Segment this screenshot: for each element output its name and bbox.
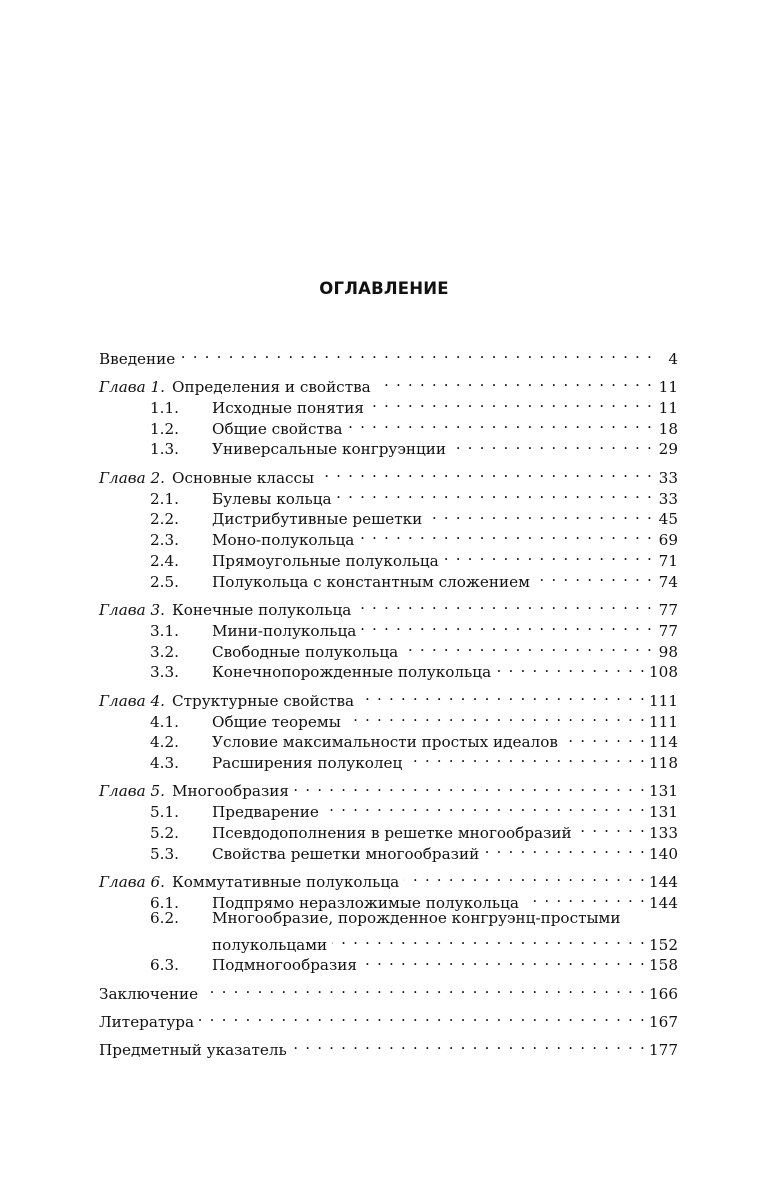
section-number: 2.4. (150, 551, 179, 570)
section-number: 6.2. (150, 908, 179, 927)
toc-page-number: 98 (658, 642, 678, 661)
toc-page-number: 111 (649, 712, 678, 731)
toc-page-number: 118 (649, 754, 678, 773)
toc-page-number: 166 (649, 984, 678, 1003)
dot-leader (324, 796, 646, 817)
dot-leader (292, 1034, 646, 1055)
section-title: Булевы кольца (212, 489, 332, 508)
toc-page-number: 158 (649, 956, 678, 975)
chapter-label: Глава 5. (99, 782, 165, 801)
section-title: Общие свойства (212, 419, 343, 438)
dot-leader (427, 504, 653, 525)
dot-leader (376, 371, 653, 392)
toc-page-number: 140 (649, 844, 678, 863)
section-number: 1.2. (150, 419, 179, 438)
section-number: 3.1. (150, 621, 179, 640)
section-title: Расширения полуколец (212, 754, 403, 773)
section-number: 3.3. (150, 663, 179, 682)
section-number: 2.5. (150, 572, 179, 591)
toc-page-number: 71 (658, 551, 678, 570)
toc-section-6-2-continued[interactable] (99, 929, 678, 954)
section-title: Свойства решетки многообразий (212, 844, 480, 863)
toc-entry-title: Литература (99, 1012, 195, 1031)
toc-page-number: 33 (658, 468, 678, 487)
toc-page-number: 114 (649, 733, 678, 752)
toc-entry-subject-index[interactable] (99, 1034, 678, 1060)
section-title: Подпрямо неразложимые полукольца (212, 893, 519, 912)
chapter-label: Глава 3. (99, 601, 165, 620)
page-title: ОГЛАВЛЕНИЕ (319, 279, 449, 298)
chapter-label: Глава 1. (99, 378, 165, 397)
chapter-label: Глава 6. (99, 873, 165, 892)
dot-leader (362, 950, 646, 971)
toc-page-number: 131 (649, 782, 678, 801)
toc-page-number: 74 (658, 572, 678, 591)
dot-leader (404, 866, 646, 887)
section-number: 2.1. (150, 489, 179, 508)
toc-entry-literature[interactable] (99, 1006, 678, 1031)
section-title: Свободные полукольца (212, 642, 399, 661)
toc-entry-title: Заключение (99, 984, 199, 1003)
section-number: 6.1. (150, 893, 179, 912)
dot-leader (535, 566, 653, 587)
toc-entry-title: Введение (99, 349, 176, 368)
toc-page-number: 11 (658, 398, 678, 417)
section-number: 5.1. (150, 803, 179, 822)
section-title: Многообразие, порожденное конгруэнц-простыми (212, 908, 621, 927)
toc-chapter-4[interactable] (99, 685, 678, 710)
dot-leader (337, 483, 653, 504)
dot-leader (407, 747, 646, 768)
toc-chapter-1[interactable] (99, 371, 678, 397)
dot-leader (524, 887, 646, 908)
toc-page-number: 133 (649, 824, 678, 843)
toc-page-number: 108 (649, 663, 678, 682)
dot-leader (369, 392, 653, 413)
section-title: Универсальные конгруэнции (212, 440, 446, 459)
dot-leader (496, 657, 646, 678)
dot-leader (451, 434, 653, 455)
toc-chapter-2[interactable] (99, 462, 678, 487)
section-number: 4.3. (150, 754, 179, 773)
section-number: 1.3. (150, 440, 179, 459)
chapter-label: Глава 4. (99, 691, 165, 710)
dot-leader (348, 413, 654, 434)
toc-page-number: 77 (658, 621, 678, 640)
chapter-title: Определения и свойства (172, 378, 371, 397)
section-title: Моно-полукольца (212, 531, 355, 550)
dot-leader (359, 524, 653, 545)
dot-leader (484, 838, 646, 859)
dot-leader (199, 1006, 646, 1027)
section-title: Общие теоремы (212, 712, 341, 731)
toc-page-number: 29 (658, 440, 678, 459)
toc-page-number: 4 (668, 349, 678, 368)
section-title: Дистрибутивные решетки (212, 510, 423, 529)
toc-page-number: 77 (658, 601, 678, 620)
toc-entry-intro[interactable] (99, 343, 678, 368)
dot-leader (203, 978, 646, 999)
section-number: 2.3. (150, 531, 179, 550)
dot-leader (180, 343, 653, 364)
toc-page-number: 167 (649, 1012, 678, 1031)
section-title: Условие максимальности простых идеалов (212, 733, 558, 752)
section-title: Исходные понятия (212, 398, 364, 417)
toc-chapter-5[interactable] (99, 776, 678, 801)
dot-leader (444, 545, 653, 566)
section-title: Прямоугольные полукольца (212, 551, 439, 570)
toc-page-number: 33 (658, 489, 678, 508)
toc-entry-conclusion[interactable] (99, 978, 678, 1003)
section-number: 4.1. (150, 712, 179, 731)
chapter-label: Глава 2. (99, 468, 165, 487)
section-title: Полукольца с константным сложением (212, 572, 530, 591)
section-number: 5.3. (150, 844, 179, 863)
dot-leader (361, 615, 653, 636)
section-title-continued: полукольцами (212, 935, 328, 954)
table-of-contents (99, 343, 678, 1060)
toc-page-number: 11 (658, 378, 678, 397)
section-number: 4.2. (150, 733, 179, 752)
dot-leader (346, 706, 646, 727)
toc-entry-title: Предметный указатель (99, 1041, 287, 1060)
toc-page-number: 45 (658, 510, 678, 529)
chapter-title: Основные классы (172, 468, 315, 487)
toc-page-number: 152 (649, 935, 678, 954)
dot-leader (319, 462, 653, 483)
chapter-title: Конечные полукольца (172, 601, 352, 620)
section-number: 6.3. (150, 956, 179, 975)
dot-leader (332, 929, 646, 950)
dot-leader (294, 776, 646, 797)
toc-page-number: 144 (649, 873, 678, 892)
dot-leader (403, 636, 653, 657)
section-number: 3.2. (150, 642, 179, 661)
section-title: Псевдодополнения в решетке многообразий (212, 824, 572, 843)
toc-page-number: 111 (649, 691, 678, 710)
dot-leader (359, 685, 646, 706)
section-number: 2.2. (150, 510, 179, 529)
toc-page-number: 131 (649, 803, 678, 822)
toc-section-6-2[interactable] (99, 908, 678, 929)
dot-leader (577, 817, 646, 838)
dot-leader (356, 594, 653, 615)
section-number: 1.1. (150, 398, 179, 417)
toc-page-number: 177 (649, 1041, 678, 1060)
toc-page-number: 69 (658, 531, 678, 550)
toc-page-number: 144 (649, 893, 678, 912)
toc-chapter-6[interactable] (99, 866, 678, 892)
section-number: 5.2. (150, 824, 179, 843)
section-title: Конечнопорожденные полукольца (212, 663, 492, 682)
chapter-title: Многообразия (172, 782, 289, 801)
chapter-title: Структурные свойства (172, 691, 355, 710)
section-title: Мини-полукольца (212, 621, 357, 640)
section-title: Подмногообразия (212, 956, 357, 975)
section-title: Предварение (212, 803, 319, 822)
toc-page-number: 18 (658, 419, 678, 438)
chapter-title: Коммутативные полукольца (172, 873, 400, 892)
dot-leader (563, 727, 646, 748)
toc-chapter-3[interactable] (99, 594, 678, 620)
